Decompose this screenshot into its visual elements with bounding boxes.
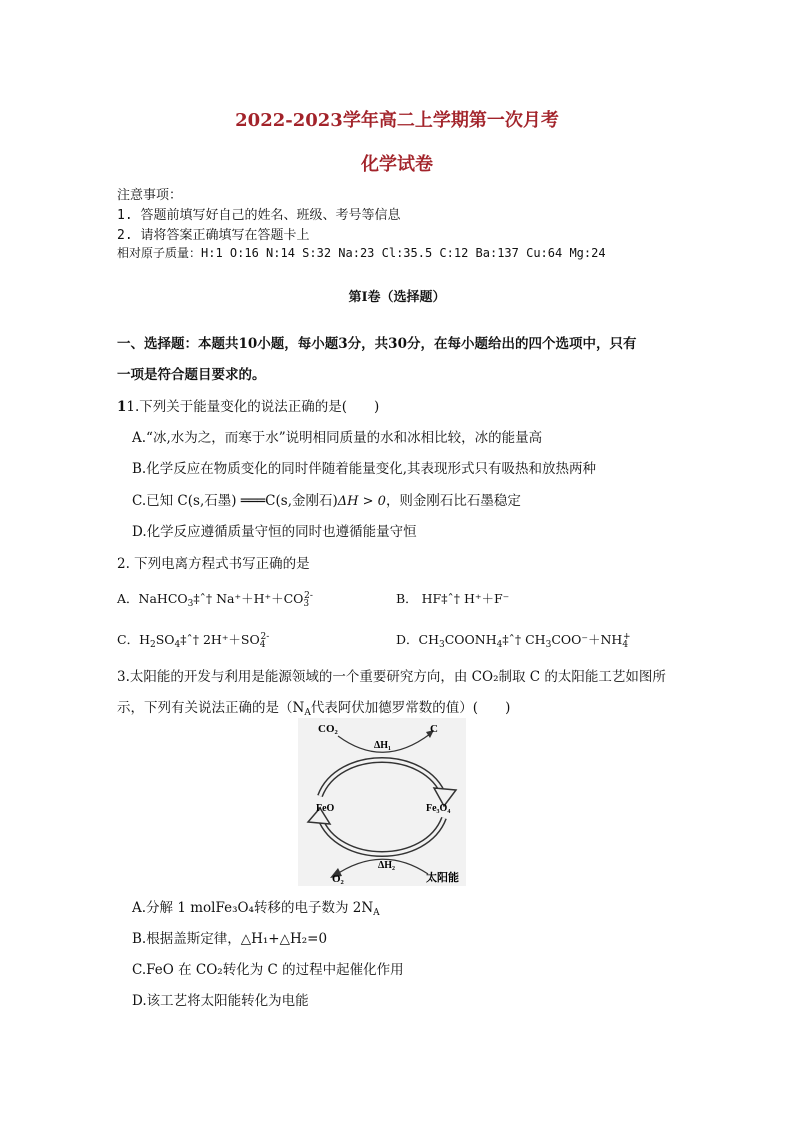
exam-subtitle: 化学试卷 bbox=[361, 154, 433, 175]
note-item-2: 2. 请将答案正确填写在答题卡上 bbox=[117, 228, 310, 243]
q3-option-a-text: A.分解 1 molFe₃O₄转移的电子数为 2N bbox=[132, 900, 374, 916]
exam-title: 2022-2023学年高二上学期第一次月考 bbox=[235, 110, 559, 131]
q2-option-b bbox=[396, 589, 509, 607]
label-fe3o4: Fe₃O₄ bbox=[426, 803, 451, 814]
q3-stem-line2-a: 示，下列有关说法正确的是（N bbox=[117, 700, 305, 716]
equilibrium-arrow-icon: ‡ˆ† bbox=[180, 632, 199, 647]
q2-c-label: C．H bbox=[117, 632, 150, 647]
q3-stem-line2: 示，下列有关说法正确的是（$N_A$代表阿伏加德罗常数的值）( ) bbox=[117, 700, 511, 718]
q1-option-c-pre: C.已知 C(s,石墨) ═══C(s,金刚石) bbox=[132, 493, 338, 509]
q2-option-a: A．NaHCO$_3$‡ˆ† $Na^++H^++CO_3^{2-}$ bbox=[117, 591, 313, 609]
q1-option-c-dh: ΔH > 0 bbox=[337, 494, 386, 509]
q1-option-d: D.化学反应遵循质量守恒的同时也遵循能量守恒 bbox=[132, 524, 417, 540]
q2-c-mid: SO bbox=[155, 632, 175, 647]
q3-stem-line1: 3.太阳能的开发与利用是能源领域的一个重要研究方向，由 CO₂制取 C 的太阳能工艺如图所 bbox=[117, 669, 666, 685]
q1-option-a: A.“冰,水为之，而寒于水”说明相同质量的水和冰相比较，冰的能量高 bbox=[132, 430, 543, 446]
equilibrium-arrow-icon: ‡ˆ† bbox=[193, 591, 213, 606]
q3-option-c: C.FeO 在 CO₂转化为 C 的过程中起催化作用 bbox=[132, 962, 404, 978]
q2-d-end: COO⁻＋NH bbox=[551, 632, 623, 647]
label-o2: O₂ bbox=[332, 873, 344, 885]
q3-option-d: D.该工艺将太阳能转化为电能 bbox=[132, 993, 309, 1009]
label-dh2: ΔH₂ bbox=[378, 860, 396, 871]
q2-d-rest: CH bbox=[521, 632, 546, 647]
solar-cycle-svg bbox=[298, 718, 466, 886]
q2-option-c: C．$H_2SO_4\ddagger ˆ\dagger$ $2H^++SO_4^{2-}$ bbox=[117, 632, 270, 650]
q2-stem: 2. 下列电离方程式书写正确的是 bbox=[117, 556, 310, 572]
q1-option-c-post: ，则金刚石比石墨稳定 bbox=[385, 493, 521, 509]
q1-stem: 11.下列关于能量变化的说法正确的是( ) bbox=[117, 399, 380, 415]
q2-a-rest: Na⁺＋H⁺＋CO bbox=[212, 591, 304, 606]
q2-d-label: D．CH bbox=[396, 632, 439, 647]
equilibrium-arrow-icon: ‡ˆ† bbox=[441, 591, 460, 606]
q3-option-a: A.分解 1 molFe₃O₄转移的电子数为 $2N_A$ bbox=[132, 900, 380, 918]
q2-d-mid: COONH bbox=[444, 632, 497, 647]
section-instruction-1: 一、选择题：本题共10小题，每小题3分，共30分，在每小题给出的四个选项中，只有 bbox=[117, 336, 637, 352]
notes-heading: 注意事项： bbox=[117, 188, 183, 203]
note-item-1: 1. 答题前填写好自己的姓名、班级、考号等信息 bbox=[117, 208, 401, 223]
label-dh1: ΔH₁ bbox=[374, 740, 392, 751]
equilibrium-arrow-icon: ‡ˆ† bbox=[502, 632, 522, 647]
q3-stem-line2-b: 代表阿伏加德罗常数的值）( ) bbox=[310, 700, 511, 716]
label-feo: FeO bbox=[316, 803, 335, 814]
q2-b-label: B． HF bbox=[396, 591, 442, 606]
q2-c-rest: 2H⁺＋SO bbox=[199, 632, 260, 647]
section-title: 第I卷（选择题） bbox=[348, 290, 446, 305]
q1-option-b: B.化学反应在物质变化的同时伴随着能量变化,其表现形式只有吸热和放热两种 bbox=[132, 461, 597, 477]
label-co2: CO₂ bbox=[318, 723, 338, 735]
section-instruction-2: 一项是符合题目要求的。 bbox=[117, 367, 266, 383]
label-c: C bbox=[430, 723, 438, 735]
q2-option-d: D．$CH_3COONH_4\ddagger ˆ\dagger$ $CH_3COO^-+NH_4^+$ bbox=[396, 632, 631, 650]
q2-a-label: A．NaHCO bbox=[117, 591, 188, 606]
q1-option-c bbox=[132, 489, 521, 509]
q2-b-rest: H⁺＋F⁻ bbox=[459, 591, 510, 606]
solar-cycle-diagram bbox=[298, 718, 466, 886]
atomic-masses: 相对原子质量：H:1 O:16 N:14 S:32 Na:23 Cl:35.5 C:12 Ba:137 Cu:64 Mg:24 bbox=[117, 246, 606, 260]
q1-stem-text: 1.下列关于能量变化的说法正确的是( ) bbox=[126, 399, 380, 415]
q3-option-b: B.根据盖斯定律，△H₁+△H₂=0 bbox=[132, 931, 328, 947]
label-solar: 太阳能 bbox=[426, 871, 459, 884]
